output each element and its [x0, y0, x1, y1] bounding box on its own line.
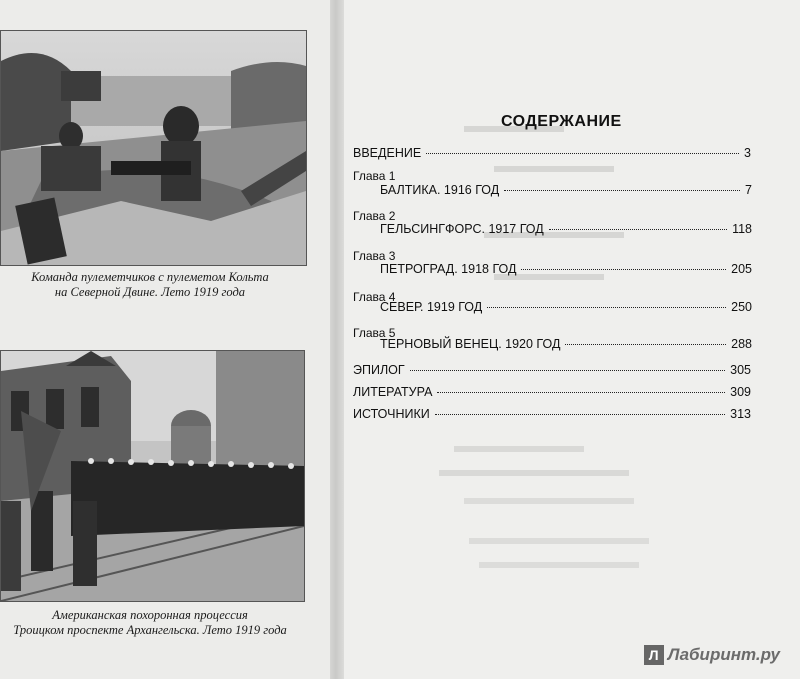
chapter-label: Глава 5: [353, 326, 396, 340]
caption-line: Троицком проспекте Архангельска. Лето 1919 года: [13, 623, 287, 637]
bleed-through-text: [454, 446, 584, 452]
watermark: [644, 645, 780, 665]
photo-funeral-procession: [0, 350, 305, 602]
leader-dots: [549, 229, 727, 230]
toc-entry-title: ГЕЛЬСИНГФОРС. 1917 ГОД: [380, 222, 544, 236]
caption-line: Американская похоронная процессия: [52, 608, 248, 622]
toc-entry-title: ВВЕДЕНИЕ: [353, 146, 422, 160]
toc-entry-title: ЭПИЛОГ: [353, 363, 405, 377]
toc-entry-page: 305: [730, 363, 751, 377]
toc-entry-chapter-3[interactable]: [380, 262, 752, 276]
toc-entry-title: СЕВЕР. 1919 ГОД: [380, 300, 483, 314]
leader-dots: [410, 370, 725, 371]
caption-line: Команда пулеметчиков с пулеметом Кольта: [31, 270, 269, 284]
photo-machine-gun-crew: [0, 30, 307, 266]
toc-entry-intro[interactable]: [353, 146, 751, 160]
toc-entry-epilogue[interactable]: [353, 363, 751, 377]
toc-entry-title: ИСТОЧНИКИ: [353, 407, 430, 421]
toc-entry-chapter-2[interactable]: [380, 222, 752, 236]
toc-title: СОДЕРЖАНИЕ: [501, 113, 622, 130]
watermark-logo-icon: Л: [644, 645, 664, 665]
toc-entry-chapter-4[interactable]: [380, 300, 752, 314]
toc-entry-page: 250: [731, 300, 752, 314]
leader-dots: [426, 153, 739, 154]
chapter-label: Глава 3: [353, 249, 396, 263]
leader-dots: [487, 307, 726, 308]
photo1-caption: [0, 270, 300, 300]
toc-entry-page: 313: [730, 407, 751, 421]
toc-entry-page: 118: [732, 222, 752, 236]
toc-entry-literature[interactable]: [353, 385, 751, 399]
toc-entry-chapter-5[interactable]: [380, 337, 752, 351]
toc-entry-sources[interactable]: [353, 407, 751, 421]
toc-entry-page: 7: [745, 183, 752, 197]
photo2-caption: [0, 608, 300, 638]
chapter-label: Глава 4: [353, 290, 396, 304]
toc-entry-page: 205: [731, 262, 752, 276]
toc-entry-chapter-1[interactable]: [380, 183, 752, 197]
chapter-label: Глава 1: [353, 169, 396, 183]
toc-entry-title: БАЛТИКА. 1916 ГОД: [380, 183, 500, 197]
bleed-through-text: [479, 562, 639, 568]
toc-entry-title: ПЕТРОГРАД. 1918 ГОД: [380, 262, 517, 276]
toc-entry-title: ТЕРНОВЫЙ ВЕНЕЦ. 1920 ГОД: [380, 337, 561, 351]
leader-dots: [435, 414, 725, 415]
chapter-label: Глава 2: [353, 209, 396, 223]
watermark-text: Лабиринт.ру: [667, 645, 780, 664]
leader-dots: [504, 190, 740, 191]
bleed-through-text: [494, 166, 614, 172]
toc-entry-page: 3: [744, 146, 751, 160]
book-spine: [330, 0, 344, 679]
leader-dots: [565, 344, 726, 345]
bleed-through-text: [469, 538, 649, 544]
leader-dots: [437, 392, 725, 393]
toc-entry-page: 309: [730, 385, 751, 399]
toc-entry-title: ЛИТЕРАТУРА: [353, 385, 433, 399]
toc-entry-page: 288: [731, 337, 752, 351]
leader-dots: [521, 269, 726, 270]
bleed-through-text: [439, 470, 629, 476]
bleed-through-text: [464, 498, 634, 504]
caption-line: на Северной Двине. Лето 1919 года: [54, 285, 246, 299]
left-page: [0, 0, 336, 679]
